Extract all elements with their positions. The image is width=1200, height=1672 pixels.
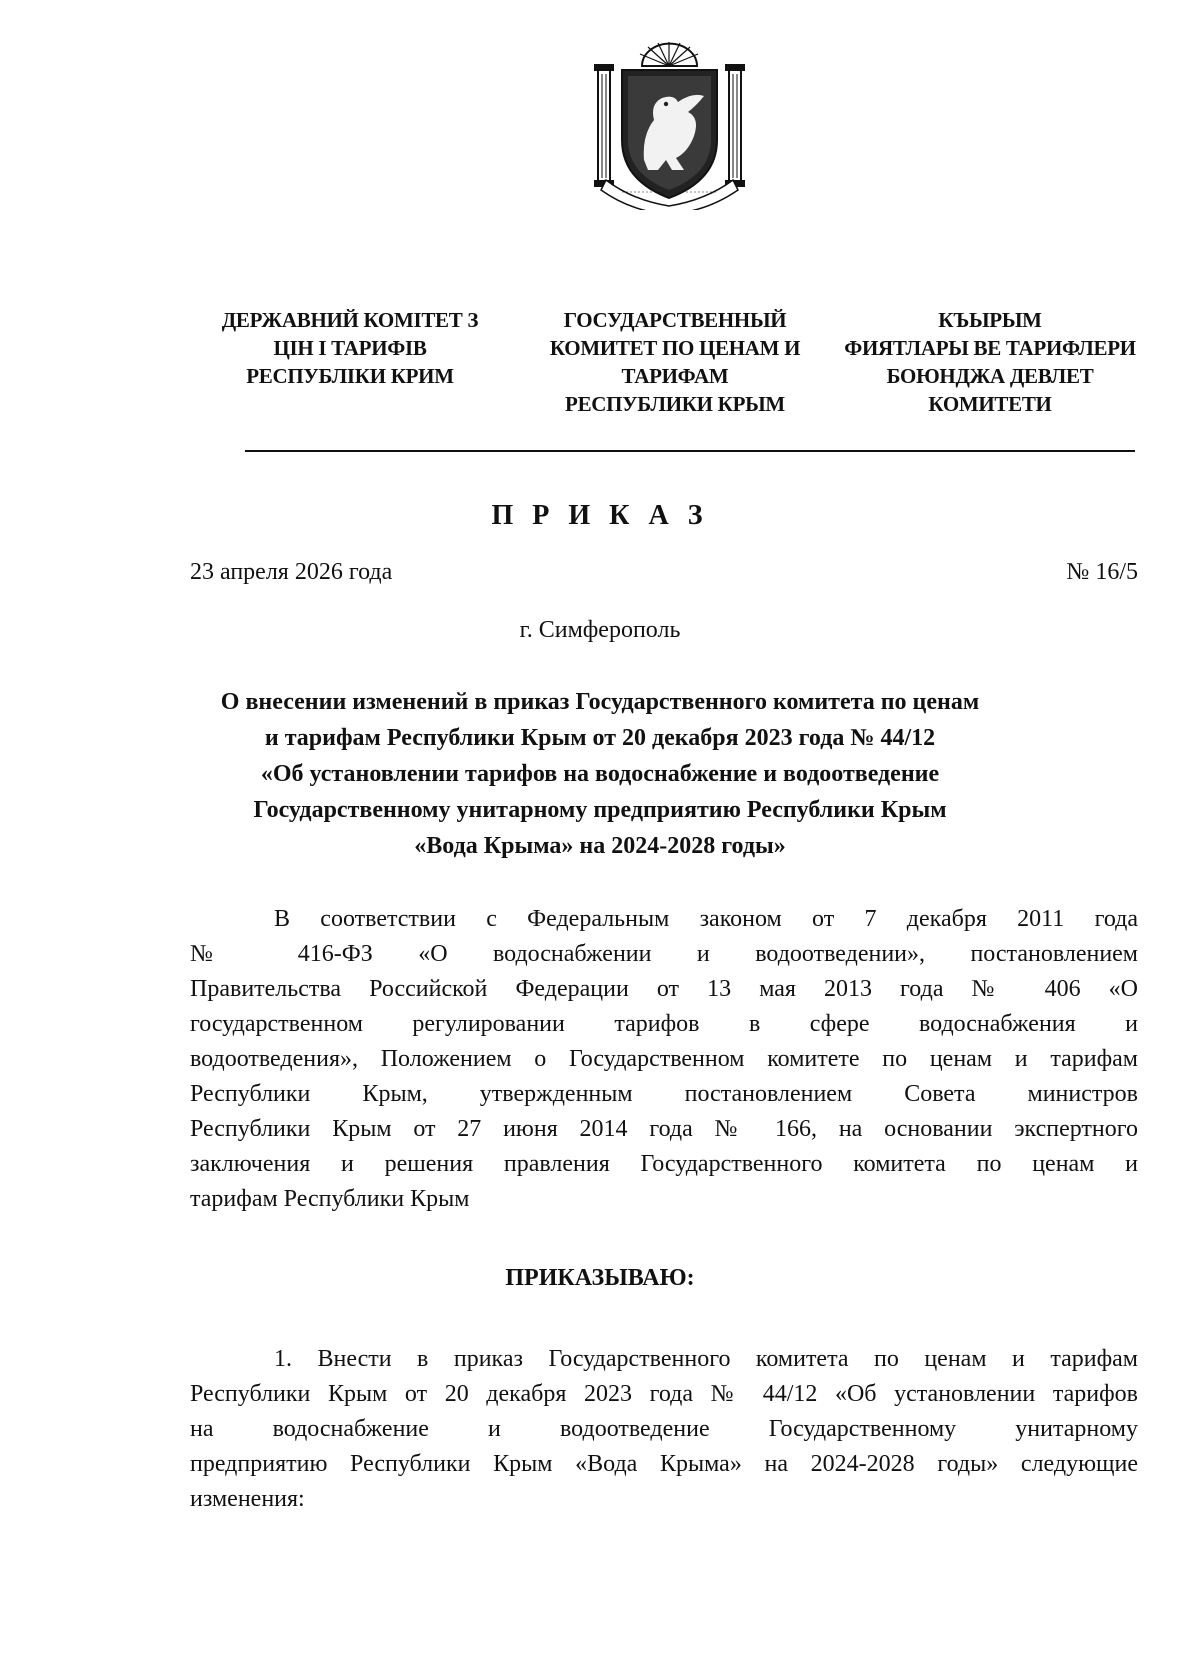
paragraph-line: изменения: [190,1486,305,1512]
paragraph-line: предприятию Республики Крым «Вода Крыма» на 2024-2028 годы» следующие [190,1451,1138,1477]
document-city: г. Симферополь [519,617,681,643]
order-item-1 [190,1342,1138,1517]
document-subject [150,684,1050,864]
document-title: П Р И К А З [491,500,709,531]
paragraph-line: Республики Крым от 27 июня 2014 года № 166, на основании экспертного [190,1116,1138,1142]
header-line: КОМИТЕТ ПО ЦЕНАМ И [549,336,801,360]
paragraph-line: В соответствии с Федеральным законом от 7 декабря 2011 года [274,906,1138,932]
crimea-coat-of-arms-icon [592,40,747,210]
header-crimean-tatar [835,306,1145,418]
order-heading: ПРИКАЗЫВАЮ: [505,1265,695,1291]
subject-line: Государственному унитарному предприятию Республики Крым [253,797,947,823]
header-russian [530,306,820,418]
paragraph-line: водоотведения», Положением о Государственном комитете по ценам и тарифам [190,1046,1138,1072]
header-line: ГОСУДАРСТВЕННЫЙ [563,308,787,332]
header-line: ФИЯТЛАРЫ ВЕ ТАРИФЛЕРИ [844,336,1136,360]
header-divider [245,450,1135,452]
header-line: РЕСПУБЛИКИ КРЫМ [565,392,785,416]
subject-line: «Вода Крыма» на 2024-2028 годы» [414,833,786,859]
header-line: БОЮНДЖА ДЕВЛЕТ [886,364,1094,388]
paragraph-line: № 416-ФЗ «О водоснабжении и водоотведении», постановлением [190,941,1138,967]
header-line: КЪЫРЫМ [938,308,1042,332]
header-line: ЦІН І ТАРИФІВ [273,336,427,360]
header-line: ДЕРЖАВНИЙ КОМІТЕТ З [221,308,479,332]
paragraph-line: тарифам Республики Крым [190,1186,470,1212]
header-line: КОМИТЕТИ [928,392,1052,416]
header-line: ТАРИФАМ [621,364,729,388]
paragraph-line: 1. Внести в приказ Государственного комитета по ценам и тарифам [274,1346,1138,1372]
header-ukrainian [205,306,495,390]
document-date: 23 апреля 2026 года [190,559,393,585]
paragraph-line: государственном регулировании тарифов в сфере водоснабжения и [190,1011,1138,1037]
subject-line: О внесении изменений в приказ Государственного комитета по ценам [220,689,980,715]
subject-line: и тарифам Республики Крым от 20 декабря 2023 года № 44/12 [264,725,936,751]
paragraph-line: Республики Крым, утвержденным постановлением Совета министров [190,1081,1138,1107]
paragraph-line: заключения и решения правления Государственного комитета по ценам и [190,1151,1138,1177]
header-line: РЕСПУБЛІКИ КРИМ [246,364,454,388]
paragraph-line: Правительства Российской Федерации от 13 мая 2013 года № 406 «О [190,976,1138,1002]
preamble-paragraph [190,902,1138,1217]
subject-line: «Об установлении тарифов на водоснабжение и водоотведение [260,761,940,787]
paragraph-line: Республики Крым от 20 декабря 2023 года № 44/12 «Об установлении тарифов [190,1381,1138,1407]
paragraph-line: на водоснабжение и водоотведение Государственному унитарному [190,1416,1138,1442]
document-number: № 16/5 [1066,559,1138,585]
